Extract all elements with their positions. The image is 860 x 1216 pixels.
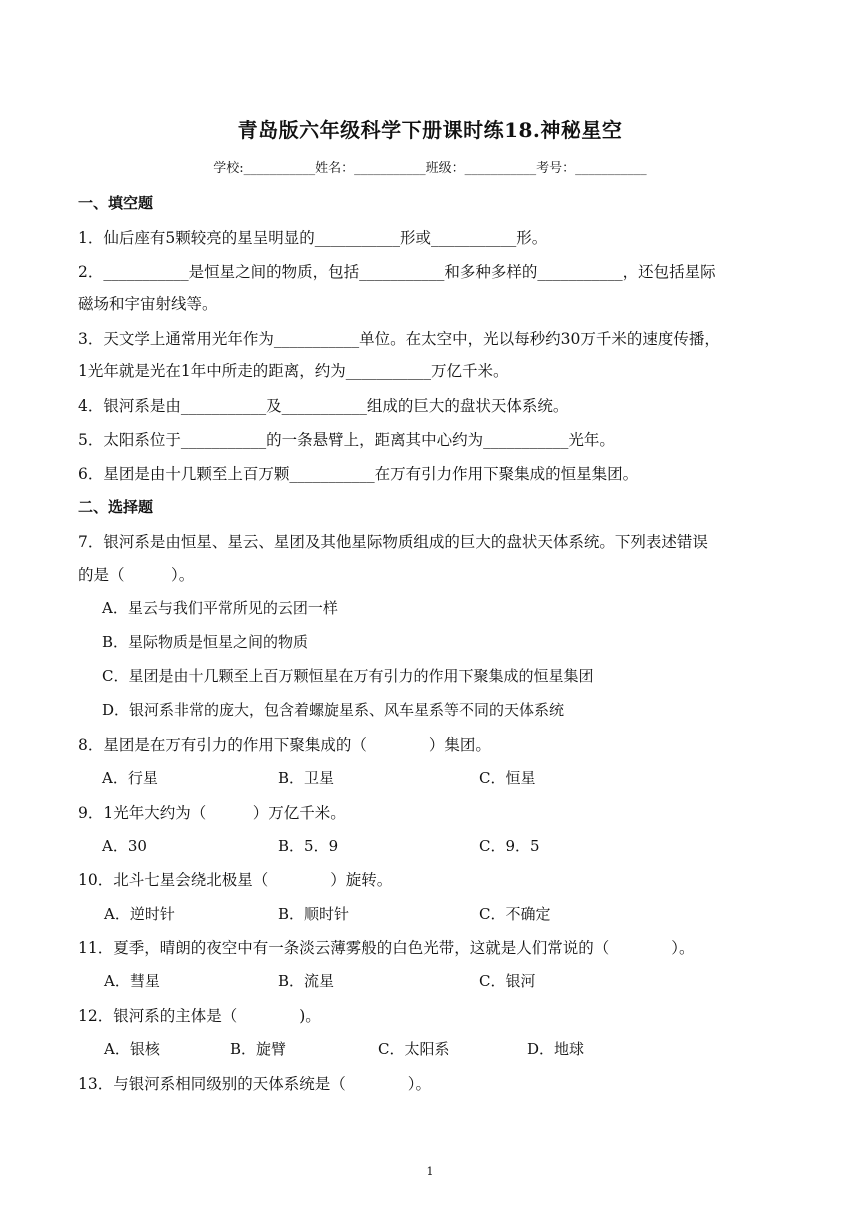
section-multiple-choice: 二、选择题 bbox=[78, 498, 154, 516]
question-11: 11．夏季，晴朗的夜空中有一条淡云薄雾般的白色光带，这就是人们常说的（ ）。 bbox=[78, 939, 695, 957]
student-info-line: 学校:___________姓名：___________班级：___________考号：___________ bbox=[213, 161, 647, 176]
q9-option-c: C．9．5 bbox=[479, 837, 540, 855]
q9-option-b: B．5．9 bbox=[278, 837, 339, 855]
question-9: 9．1光年大约为（ ）万亿千米。 bbox=[78, 804, 346, 822]
question-5: 5．太阳系位于___________的一条悬臂上，距离其中心约为___________光年。 bbox=[78, 431, 615, 449]
q12-option-d: D．地球 bbox=[527, 1040, 585, 1058]
question-10: 10．北斗七星会绕北极星（ ）旋转。 bbox=[78, 871, 393, 889]
q10-option-c: C．不确定 bbox=[479, 905, 551, 923]
question-7-line2: 的是（ ）。 bbox=[78, 566, 195, 584]
q11-option-c: C．银河 bbox=[479, 972, 536, 990]
page-title: 青岛版六年级科学下册课时练18.神秘星空 bbox=[237, 118, 623, 142]
q12-option-c: C．太阳系 bbox=[378, 1040, 450, 1058]
section-fill-in: 一、填空题 bbox=[78, 194, 154, 212]
q7-option-c: C．星团是由十几颗至上百万颗恒星在万有引力的作用下聚集成的恒星集团 bbox=[102, 667, 594, 685]
question-3-line1: 3．天文学上通常用光年作为___________单位。在太空中，光以每秒约30万千米的速度传播， bbox=[78, 330, 720, 348]
question-6: 6．星团是由十几颗至上百万颗___________在万有引力作用下聚集成的恒星集团。 bbox=[78, 465, 639, 483]
q10-option-b: B．顺时针 bbox=[278, 905, 350, 923]
q11-option-a: A．彗星 bbox=[104, 972, 160, 990]
q12-option-a: A．银核 bbox=[104, 1040, 160, 1058]
question-8: 8．星团是在万有引力的作用下聚集成的（ ）集团。 bbox=[78, 736, 491, 754]
q10-option-a: A．逆时针 bbox=[104, 905, 175, 923]
q8-option-a: A．行星 bbox=[102, 769, 158, 787]
question-2-line2: 磁场和宇宙射线等。 bbox=[78, 295, 218, 313]
q12-option-b: B．旋臂 bbox=[230, 1040, 287, 1058]
q11-option-b: B．流星 bbox=[278, 972, 335, 990]
question-3-line2: 1光年就是光在1年中所走的距离，约为___________万亿千米。 bbox=[78, 362, 509, 380]
question-12: 12．银河系的主体是（ )。 bbox=[78, 1007, 321, 1025]
question-4: 4．银河系是由___________及___________组成的巨大的盘状天体系统。 bbox=[78, 397, 569, 415]
q7-option-d: D．银河系非常的庞大，包含着螺旋星系、风车星系等不同的天体系统 bbox=[102, 701, 565, 719]
q8-option-c: C．恒星 bbox=[479, 769, 536, 787]
q7-option-a: A．星云与我们平常所见的云团一样 bbox=[102, 599, 338, 617]
page-number: 1 bbox=[426, 1165, 434, 1178]
question-13: 13．与银河系相同级别的天体系统是（ ）。 bbox=[78, 1075, 431, 1093]
q8-option-b: B．卫星 bbox=[278, 769, 335, 787]
question-1: 1．仙后座有5颗较亮的星呈明显的___________形或___________形。 bbox=[78, 229, 548, 247]
q9-option-a: A．30 bbox=[102, 837, 147, 855]
question-7-line1: 7．银河系是由恒星、星云、星团及其他星际物质组成的巨大的盘状天体系统。下列表述错误 bbox=[78, 533, 708, 551]
q7-option-b: B．星际物质是恒星之间的物质 bbox=[102, 633, 309, 651]
question-2-line1: 2．___________是恒星之间的物质，包括___________和多种多样的___________，还包括星际 bbox=[78, 263, 716, 281]
